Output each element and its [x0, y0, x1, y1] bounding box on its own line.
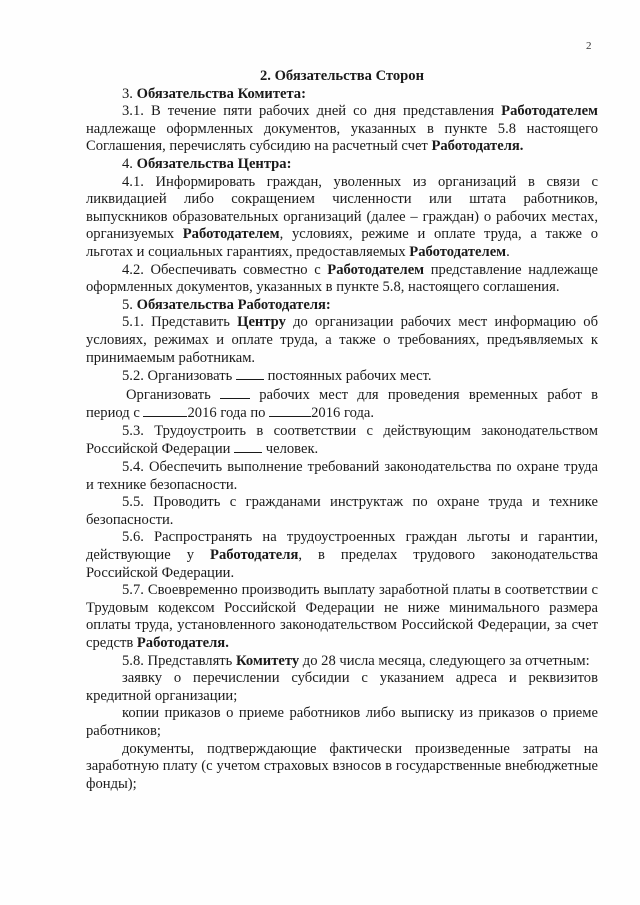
blank-temporary-count	[220, 386, 250, 399]
paragraph-5-4: 5.4. Обеспечить выполнение требований законодательства по охране труда и технике безопасности.	[86, 459, 598, 493]
paragraph-4-2: 4.2. Обеспечивать совместно с Работодателем представление надлежаще оформленных документов, указанных в пункте 5.8, настоящего соглашения.	[86, 261, 598, 296]
paragraph-5-3: 5.3. Трудоустроить в соответствии с действующим законодательством Российской Федерации человек.	[86, 422, 598, 458]
page-number: 2	[586, 40, 592, 52]
heading-employer: 5. Обязательства Работодателя:	[122, 296, 331, 313]
paragraph-5-8: 5.8. Представлять Комитету до 28 числа месяца, следующего за отчетным:	[122, 652, 590, 669]
paragraph-5-5: 5.5. Проводить с гражданами инструктаж по охране труда и технике безопасности.	[86, 494, 598, 528]
paragraph-5-1: 5.1. Представить Центру до организации рабочих мест информацию об условиях, режимах и оплате труда, а также о требованиях, предъявляемых к принимаемым работникам.	[86, 314, 598, 366]
heading-center: 4. Обязательства Центра:	[122, 155, 292, 172]
list-item-subsidy-request: заявку о перечислении субсидии с указанием адреса и реквизитов кредитной организации;	[86, 670, 598, 704]
section-title: 2. Обязательства Сторон	[259, 68, 425, 84]
blank-permanent-count	[236, 367, 264, 380]
paragraph-4-1: 4.1. Информировать граждан, уволенных из организаций в связи с ликвидацией либо сокращением численности или штата работников, выпускников образовательных организаций (далее – граждан) о рабочих местах, организуемых Работодателем, условиях, режиме и оплате труда, а также о льготах и социальных гарантиях, предоставляемых Работодателем.	[86, 173, 599, 260]
heading-committee: 3. Обязательства Комитета:	[122, 85, 306, 102]
paragraph-5-7: 5.7. Своевременно производить выплату заработной платы в соответствии с Трудовым кодексом Российской Федерации не ниже минимального размера оплаты труда, установленного законодательством Российской Федерации, за счет средств Работодателя.	[86, 582, 598, 651]
paragraph-3-1: 3.1. В течение пяти рабочих дней со дня представления Работодателем надлежаще оформленных документов, указанных в пункте 5.8 настоящего Соглашения, перечислять субсидию на расчетный счет Работодателя.	[86, 103, 598, 155]
paragraph-5-2: 5.2. Организовать постоянных рабочих мест.	[122, 368, 432, 385]
paragraph-5-6: 5.6. Распространять на трудоустроенных граждан льготы и гарантии, действующие у Работодателя, в пределах трудового законодательства Российской Федерации.	[86, 529, 598, 581]
document-body	[86, 68, 598, 793]
blank-period-start	[143, 404, 187, 417]
blank-period-end	[269, 404, 311, 417]
blank-people-count	[234, 440, 262, 453]
list-item-hiring-orders: копии приказов о приеме работников либо выписку из приказов о приеме работников;	[86, 705, 598, 739]
paragraph-5-2-temporary: Организовать рабочих мест для проведения временных работ в период с 2016 года по 2016 года.	[86, 386, 599, 422]
list-item-expense-documents: документы, подтверждающие фактически произведенные затраты на заработную плату (с учетом страховых взносов в государственные внебюджетные фонды);	[86, 740, 598, 792]
